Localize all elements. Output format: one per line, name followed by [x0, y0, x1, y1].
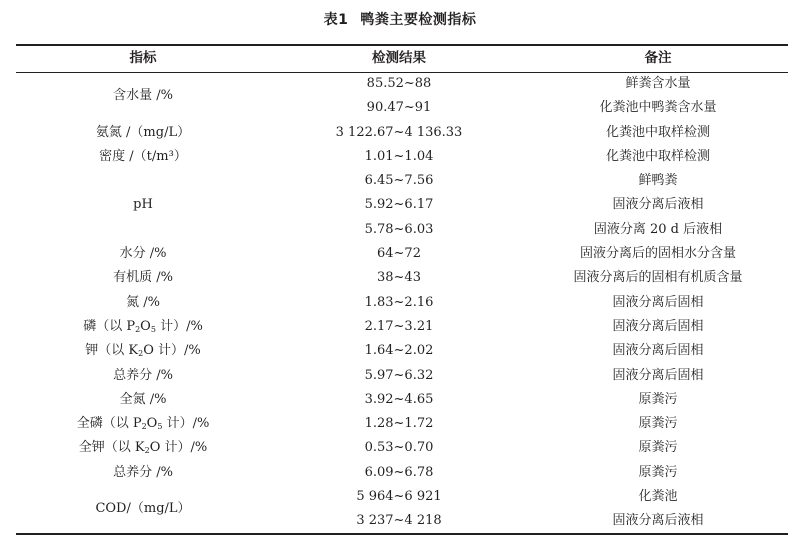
result-cell: 1.01~1.04: [364, 148, 434, 164]
remark-cell: 固液分离后固相: [612, 294, 704, 310]
result-cell: 1.64~2.02: [364, 343, 434, 359]
indicator-subscript: 2: [144, 446, 150, 456]
result-cell: 0.53~0.70: [364, 440, 434, 456]
indicator-text: 密度 /（t/m³）: [99, 148, 187, 164]
header-remark: 备注: [644, 50, 672, 67]
table-row: [16, 485, 788, 509]
remark-cell: 原粪污: [638, 440, 678, 456]
indicator-cell: [16, 412, 270, 436]
table-row: [16, 145, 788, 169]
indicator-cell: [16, 388, 270, 412]
indicator-subscript: 5: [157, 422, 163, 432]
indicator-text: 总养分 /%: [113, 367, 173, 383]
result-cell: 5.97~6.32: [364, 367, 434, 383]
indicator-text: 全钾（以 K: [78, 440, 145, 456]
remark-cell: 化粪池中鸭粪含水量: [599, 100, 717, 116]
remark-cell: 化粪池中取样检测: [605, 148, 710, 164]
remark-cell: 固液分离后固相: [612, 318, 704, 334]
table-row: [16, 121, 788, 145]
remark-cell: 固液分离后液相: [612, 197, 704, 213]
indicator-text: 有机质 /%: [113, 270, 173, 286]
remark-cell: 固液分离后液相: [612, 512, 704, 528]
result-cell: 6.45~7.56: [364, 173, 434, 189]
table-row: [16, 169, 788, 193]
indicator-text: 含水量 /%: [113, 88, 173, 104]
indicator-text: 全磷（以 P: [76, 416, 142, 432]
indicator-cell: [16, 266, 270, 290]
indicator-cell: [16, 145, 270, 169]
result-cell: 64~72: [377, 246, 421, 262]
indicator-cell: [16, 364, 270, 388]
remark-cell: 原粪污: [638, 391, 678, 407]
indicator-subscript: 2: [135, 324, 141, 334]
result-cell: 5.78~6.03: [364, 221, 434, 237]
remark-cell: 固液分离后的固相有机质含量: [573, 270, 743, 286]
indicator-subscript: 2: [138, 349, 144, 359]
remark-cell: 化粪池中取样检测: [605, 124, 710, 140]
indicator-text: O: [146, 416, 158, 432]
result-cell: 3.92~4.65: [364, 391, 434, 407]
table-row: [16, 412, 788, 436]
indicator-cell: [16, 461, 270, 485]
result-cell: 3 122.67~4 136.33: [335, 124, 463, 140]
indicator-subscript: 5: [150, 324, 156, 334]
indicator-text: pH: [133, 197, 153, 213]
remark-cell: 固液分离后的固相水分含量: [579, 246, 736, 262]
remark-cell: 化粪池: [638, 489, 678, 505]
result-cell: 38~43: [377, 270, 421, 286]
table-row: [16, 364, 788, 388]
indicator-cell: [16, 169, 270, 242]
indicator-cell: [16, 242, 270, 266]
remark-cell: 原粪污: [638, 464, 678, 480]
table-row: [16, 461, 788, 485]
indicator-text: 钾（以 K: [85, 343, 139, 359]
indicator-cell: [16, 436, 270, 460]
indicator-text: 计）/%: [155, 318, 203, 334]
result-cell: 5.92~6.17: [364, 197, 434, 213]
result-cell: 85.52~88: [366, 76, 432, 92]
indicator-table: [16, 44, 788, 535]
indicator-text: COD/（mg/L）: [95, 500, 191, 516]
table-number: 表1: [323, 12, 349, 28]
indicator-text: 氮 /%: [126, 294, 160, 310]
table-row: [16, 242, 788, 266]
remark-cell: 鲜粪含水量: [625, 76, 691, 92]
result-cell: 2.17~3.21: [364, 318, 434, 334]
indicator-cell: [16, 315, 270, 339]
remark-cell: 原粪污: [638, 416, 678, 432]
table-row: [16, 315, 788, 339]
table-row: [16, 291, 788, 315]
table-row: [16, 266, 788, 290]
remark-cell: 固液分离后固相: [612, 367, 704, 383]
remark-cell: 鲜鸭粪: [638, 173, 678, 189]
indicator-cell: [16, 339, 270, 363]
indicator-text: 氨氮 /（mg/L）: [95, 124, 191, 140]
indicator-text: 总养分 /%: [113, 464, 173, 480]
table-title: 鸭粪主要检测指标: [360, 12, 477, 28]
table-row: [16, 72, 788, 96]
result-cell: 1.28~1.72: [364, 416, 434, 432]
result-cell: 3 237~4 218: [356, 512, 442, 528]
indicator-cell: [16, 121, 270, 145]
header-result: 检测结果: [372, 50, 426, 67]
remark-cell: 固液分离后固相: [612, 343, 704, 359]
indicator-text: 计）/%: [162, 416, 210, 432]
remark-cell: 固液分离 20 d 后液相: [593, 221, 723, 237]
table-row: [16, 436, 788, 460]
indicator-text: O: [140, 318, 151, 334]
indicator-cell: [16, 485, 270, 534]
header-indicator: 指标: [129, 50, 157, 67]
result-cell: 1.83~2.16: [364, 294, 434, 310]
indicator-text: O 计）/%: [143, 343, 201, 359]
indicator-text: O 计）/%: [149, 440, 208, 456]
indicator-text: 磷（以 P: [83, 318, 136, 334]
table-header-row: [16, 45, 788, 72]
result-cell: 6.09~6.78: [364, 464, 434, 480]
indicator-cell: [16, 72, 270, 121]
result-cell: 90.47~91: [366, 100, 432, 116]
table-row: [16, 388, 788, 412]
indicator-subscript: 2: [141, 422, 147, 432]
indicator-text: 水分 /%: [119, 246, 167, 262]
table-body: [16, 72, 788, 534]
table-caption: [0, 9, 800, 29]
table-row: [16, 339, 788, 363]
indicator-text: 全氮 /%: [119, 391, 167, 407]
result-cell: 5 964~6 921: [356, 489, 442, 505]
indicator-cell: [16, 291, 270, 315]
